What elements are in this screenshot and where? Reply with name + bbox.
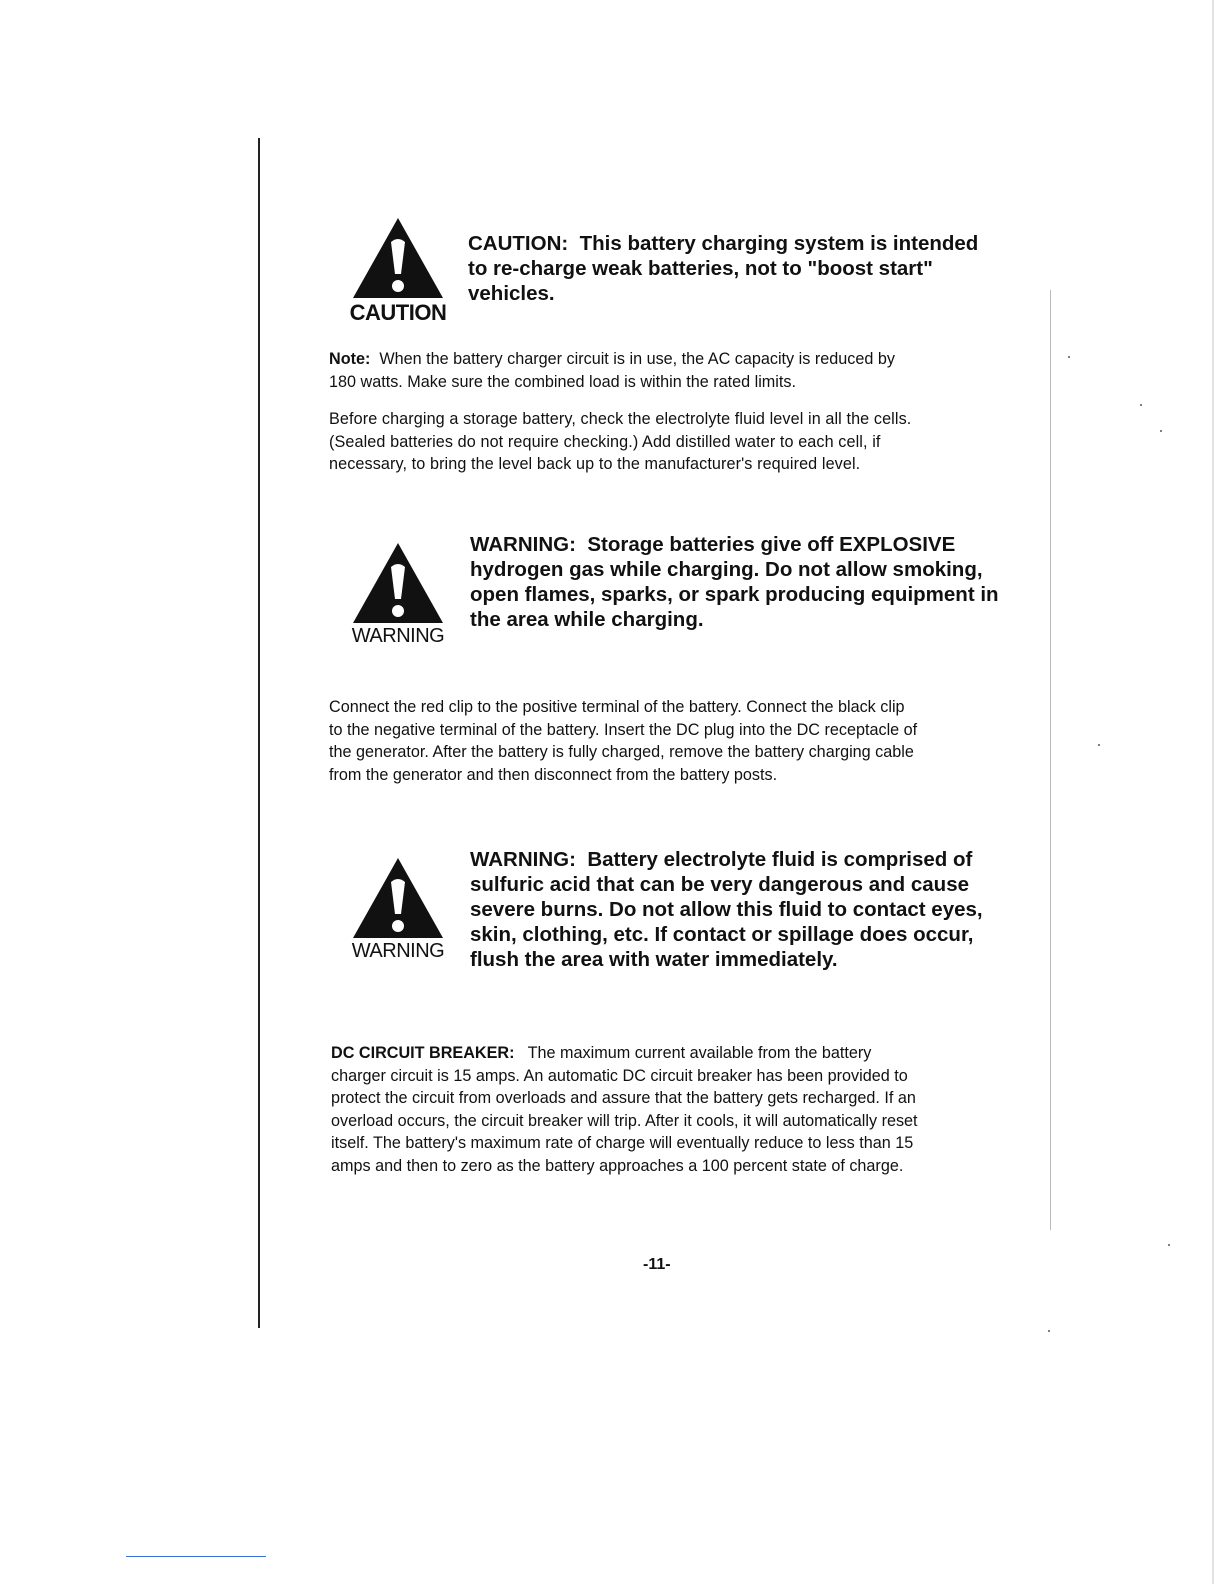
caution-symbol xyxy=(343,216,453,326)
scan-speck xyxy=(1068,356,1070,358)
warning-triangle-icon xyxy=(351,856,445,940)
notice-line: flush the area with water immediately. xyxy=(470,948,838,971)
scan-speck xyxy=(1048,1330,1050,1332)
notice-line: severe burns. Do not allow this fluid to contact eyes, xyxy=(470,898,983,921)
warning-symbol-label: WARNING xyxy=(351,940,445,962)
warning-heading: WARNING: xyxy=(470,848,576,871)
warning-triangle-icon xyxy=(351,541,445,625)
acid-warning-text xyxy=(470,847,1000,972)
warning-symbol xyxy=(343,856,453,963)
note-lead: Note: xyxy=(329,350,371,368)
before-charging-paragraph: Before charging a storage battery, check the electrolyte fluid level in all the cells. (Sealed batteries do not require checking.) Add distilled water to each cell, if necessary, to bring the level back up to the manufacturer's required level. xyxy=(329,410,912,473)
notice-line: WARNING: Battery electrolyte fluid is comprised of xyxy=(470,848,973,871)
explosive-warning-text xyxy=(470,532,1000,632)
connect-paragraph: Connect the red clip to the positive terminal of the battery. Connect the black clip to the negative terminal of the battery. Insert the DC plug into the DC receptacle of the generator. After the battery is fully charged, remove the battery charging cable from the generator and then disconnect from the battery posts. xyxy=(329,698,918,784)
notice-line: vehicles. xyxy=(468,282,555,305)
caution-text xyxy=(468,231,988,306)
notice-line: the area while charging. xyxy=(470,608,704,631)
dc-circuit-breaker-lead: DC CIRCUIT BREAKER: xyxy=(331,1044,515,1062)
notice-line: CAUTION: This battery charging system is intended xyxy=(468,232,979,255)
scan-speck xyxy=(1160,430,1162,432)
notice-line: hydrogen gas while charging. Do not allow smoking, xyxy=(470,558,983,581)
scan-edge-line-left xyxy=(258,138,260,1328)
caution-symbol-label: CAUTION xyxy=(349,300,447,325)
caution-triangle-icon xyxy=(351,216,445,300)
scan-speck xyxy=(1098,744,1100,746)
warning-symbol-label: WARNING xyxy=(351,625,445,647)
notice-line: WARNING: Storage batteries give off EXPLOSIVE xyxy=(470,533,956,556)
note-paragraph: Note: When the battery charger circuit is in use, the AC capacity is reduced by 180 watts. Make sure the combined load is within the rated limits. xyxy=(329,350,895,391)
scan-speck xyxy=(1168,1244,1170,1246)
page-number: -11- xyxy=(643,1256,671,1273)
caution-heading: CAUTION: xyxy=(468,232,569,255)
footer-rule xyxy=(126,1556,266,1557)
scan-edge-shadow xyxy=(1212,0,1214,1584)
notice-line: open flames, sparks, or spark producing equipment in xyxy=(470,583,999,606)
dc-circuit-breaker-paragraph: DC CIRCUIT BREAKER: The maximum current available from the battery charger circuit is 15 amps. An automatic DC circuit breaker has been provided to protect the circuit from overloads and assure that the battery gets recharged. If an overload occurs, the circuit breaker will trip. After it cools, it will automatically reset itself. The battery's maximum rate of charge will eventually reduce to less than 15 amps and then to zero as the battery approaches a 100 percent state of charge. xyxy=(331,1044,918,1175)
warning-symbol xyxy=(343,541,453,648)
notice-line: sulfuric acid that can be very dangerous and cause xyxy=(470,873,969,896)
scan-edge-line-right xyxy=(1050,290,1051,1230)
warning-heading: WARNING: xyxy=(470,533,576,556)
scan-speck xyxy=(1140,404,1142,406)
notice-line: skin, clothing, etc. If contact or spillage does occur, xyxy=(470,923,974,946)
notice-line: to re-charge weak batteries, not to "boost start" xyxy=(468,257,933,280)
